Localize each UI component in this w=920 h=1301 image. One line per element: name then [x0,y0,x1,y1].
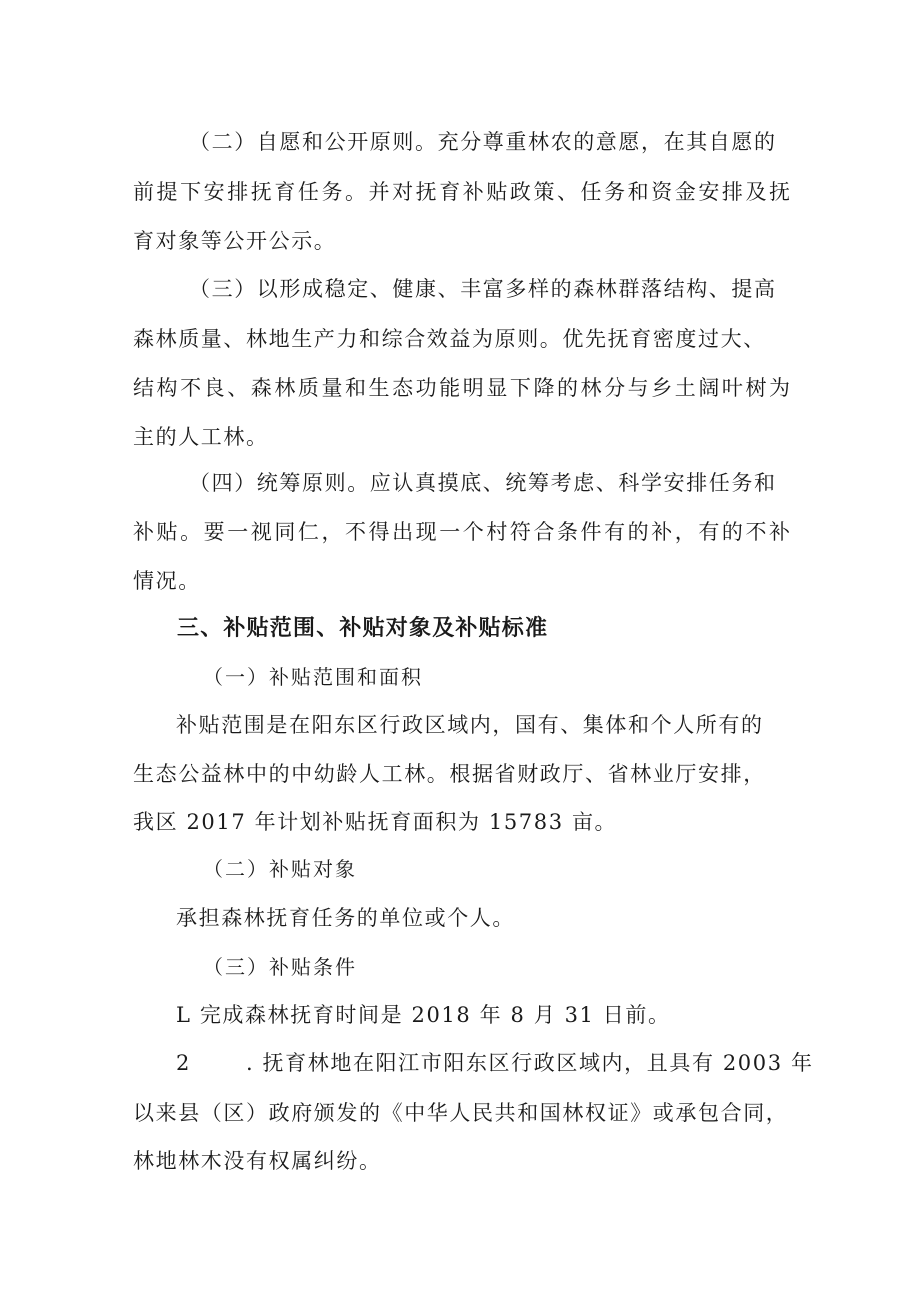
condition-2-line-2: 以来县（区）政府颁发的《中华人民共和国林权证》或承包合同， [133,1101,789,1125]
para-4-line-3: 情况。 [133,569,201,593]
condition-2-line-1: . 抚育林地在阳江市阳东区行政区域内，且具有 2003 年 [246,1051,814,1075]
para-2-line-2: 前提下安排抚育任务。并对抚育补贴政策、任务和资金安排及抚 [133,180,790,204]
subsection-2-title: （二）补贴对象 [203,857,357,881]
scope-line-1: 补贴范围是在阳东区行政区域内，国有、集体和个人所有的 [176,713,764,737]
condition-1: L 完成森林抚育时间是 2018 年 8 月 31 日前。 [176,1003,671,1027]
section-3-heading: 三、补贴范围、补贴对象及补贴标准 [177,616,549,641]
para-2-line-3: 育对象等公开公示。 [133,229,337,253]
para-3-line-4: 主的人工林。 [133,425,269,449]
condition-2-number: 2 [176,1051,191,1075]
para-3-line-1: （三）以形成稳定、健康、丰富多样的森林群落结构、提高 [189,277,777,301]
para-3-line-2: 森林质量、林地生产力和综合效益为原则。优先抚育密度过大、 [133,327,766,351]
subsection-3-title: （三）补贴条件 [203,955,357,979]
target-text: 承担森林抚育任务的单位或个人。 [176,906,515,930]
scope-line-2: 生态公益林中的中幼龄人工林。根据省财政厅、省林业厅安排， [133,762,766,786]
scope-line-3: 我区 2017 年计划补贴抚育面积为 15783 亩。 [133,810,618,834]
condition-2-line-3: 林地林木没有权属纠纷。 [133,1149,382,1173]
para-4-line-1: （四）统筹原则。应认真摸底、统筹考虑、科学安排任务和 [189,471,777,495]
para-2-line-1: （二）自愿和公开原则。充分尊重林农的意愿，在其自愿的 [189,130,777,154]
para-3-line-3: 结构不良、森林质量和生态功能明显下降的林分与乡土阔叶树为 [133,376,790,400]
subsection-1-title: （一）补贴范围和面积 [203,665,423,689]
para-4-line-2: 补贴。要一视同仁，不得出现一个村符合条件有的补，有的不补 [133,520,790,544]
